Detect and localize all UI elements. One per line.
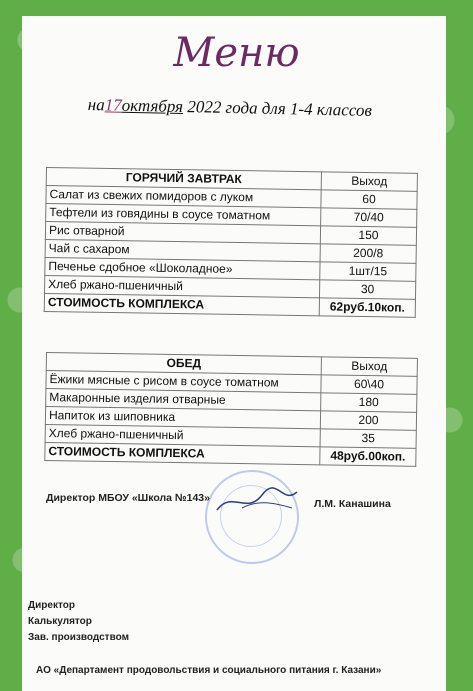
output-header: Выход bbox=[321, 357, 417, 377]
dish-output: 35 bbox=[320, 429, 416, 449]
dish-output: 60 bbox=[321, 190, 417, 210]
dish-output: 60\40 bbox=[321, 375, 417, 395]
date-prefix: на bbox=[87, 95, 105, 115]
date-month: октября bbox=[121, 95, 184, 116]
lunch-table bbox=[44, 352, 418, 467]
total-value: 48руб.00коп. bbox=[320, 447, 416, 467]
signature-production-head: Зав. производством bbox=[28, 632, 129, 643]
menu-title: Меню bbox=[173, 30, 300, 76]
signature-director: Директор bbox=[28, 600, 75, 611]
dish-name: Ёжики мясные с рисом в соусе томатном bbox=[46, 371, 321, 393]
total-label: СТОИМОСТЬ КОМПЛЕКСА bbox=[44, 293, 319, 315]
dish-name: Напиток из шиповника bbox=[45, 407, 320, 429]
total-value: 62руб.10коп. bbox=[319, 298, 415, 318]
dish-name: Хлеб ржано-пшеничный bbox=[45, 275, 320, 297]
dish-name: Салат из свежих помидоров с луком bbox=[46, 186, 321, 208]
total-label: СТОИМОСТЬ КОМПЛЕКСА bbox=[45, 442, 320, 464]
dish-output: 150 bbox=[320, 226, 416, 246]
breakfast-table bbox=[44, 167, 418, 318]
dish-output: 70/40 bbox=[321, 208, 417, 228]
dish-output: 180 bbox=[321, 393, 417, 413]
dish-name: Тефтели из говядины в соусе томатном bbox=[46, 204, 321, 226]
dish-output: 1шт/15 bbox=[320, 262, 416, 282]
dish-output: 200/8 bbox=[320, 244, 416, 264]
dish-name: Хлеб ржано-пшеничный bbox=[45, 424, 320, 446]
dish-name: Рис отварной bbox=[45, 222, 320, 244]
dish-output: 200 bbox=[320, 411, 416, 431]
date-suffix: 2022 года для 1-4 классов bbox=[182, 96, 373, 120]
footer-organization: АО «Департамент продовольствия и социального питания г. Казани» bbox=[36, 665, 382, 676]
director-name: Л.М. Канашина bbox=[314, 498, 391, 510]
dish-name: Печенье сдобное «Шоколадное» bbox=[45, 257, 320, 279]
output-header: Выход bbox=[321, 172, 417, 192]
dish-output: 30 bbox=[319, 280, 415, 300]
lunch-header: ОБЕД bbox=[46, 353, 321, 375]
dish-name: Макаронные изделия отварные bbox=[46, 389, 321, 411]
dish-name: Чай с сахаром bbox=[45, 239, 320, 261]
date-day: 17 bbox=[104, 95, 122, 115]
signature-calculator: Калькулятор bbox=[28, 616, 92, 627]
director-label: Директор МБОУ «Школа №143» bbox=[46, 492, 210, 504]
director-signature bbox=[212, 480, 302, 520]
breakfast-header: ГОРЯЧИЙ ЗАВТРАК bbox=[46, 168, 321, 190]
